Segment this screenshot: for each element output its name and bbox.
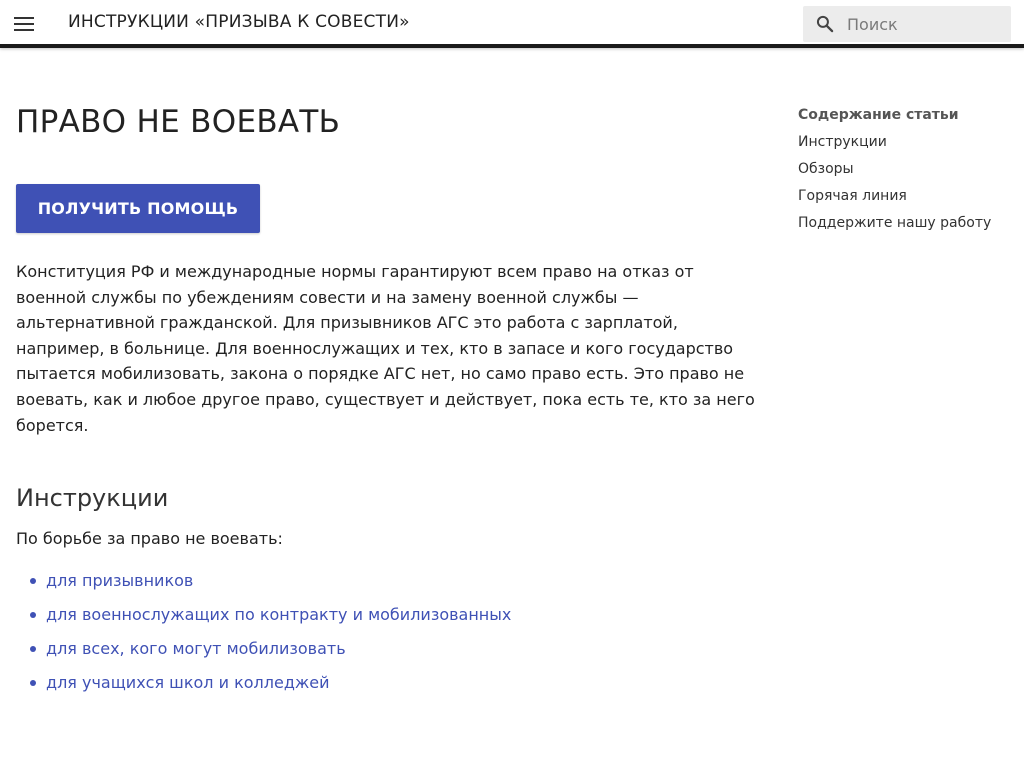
bullet-icon bbox=[30, 680, 36, 686]
site-title[interactable]: ИНСТРУКЦИИ «ПРИЗЫВА К СОВЕСТИ» bbox=[68, 12, 410, 32]
instructions-link-list bbox=[16, 570, 764, 706]
link-conscripts[interactable]: для призывников bbox=[46, 571, 194, 591]
link-students[interactable]: для учащихся школ и колледжей bbox=[46, 673, 330, 693]
search-box[interactable] bbox=[803, 6, 1011, 42]
toc-title: Содержание статьи bbox=[798, 107, 959, 123]
list-item bbox=[16, 604, 764, 638]
bullet-icon bbox=[30, 578, 36, 584]
link-contract-and-mobilized[interactable]: для военнослужащих по контракту и мобилизованных bbox=[46, 605, 512, 625]
list-item bbox=[16, 672, 764, 706]
get-help-button[interactable]: ПОЛУЧИТЬ ПОМОЩЬ bbox=[16, 184, 260, 233]
link-may-be-mobilized[interactable]: для всех, кого могут мобилизовать bbox=[46, 639, 346, 659]
hamburger-menu-icon[interactable] bbox=[12, 14, 36, 34]
article-content bbox=[16, 90, 764, 706]
section-heading-instructions: Инструкции bbox=[16, 484, 169, 513]
search-input[interactable] bbox=[847, 12, 1003, 36]
list-item bbox=[16, 570, 764, 604]
search-icon[interactable] bbox=[815, 14, 835, 34]
toc-item-hotline[interactable]: Горячая линия bbox=[798, 188, 907, 204]
table-of-contents bbox=[798, 106, 1008, 241]
toc-item-support[interactable]: Поддержите нашу работу bbox=[798, 215, 992, 231]
top-header bbox=[0, 0, 1024, 48]
toc-item-reviews[interactable]: Обзоры bbox=[798, 161, 854, 177]
page-title: ПРАВО НЕ ВОЕВАТЬ bbox=[16, 104, 341, 140]
list-item bbox=[16, 638, 764, 672]
instructions-lead: По борьбе за право не воевать: bbox=[16, 529, 283, 549]
bullet-icon bbox=[30, 612, 36, 618]
bullet-icon bbox=[30, 646, 36, 652]
toc-item-instructions[interactable]: Инструкции bbox=[798, 134, 887, 150]
intro-paragraph: Конституция РФ и международные нормы гарантируют всем право на отказ от военной службы по убеждениям совести и на замену военной службы — альтернативной гражданской. Для призывников АГС это работа с зарплатой, например, в больнице. Для военнослужащих и тех, кто в запасе и кого государство пытается мобилизовать, закона о порядке АГС нет, но само право есть. Это право не воевать, как и любое другое право, существует и действует, пока есть те, кто за него борется. bbox=[16, 262, 755, 435]
